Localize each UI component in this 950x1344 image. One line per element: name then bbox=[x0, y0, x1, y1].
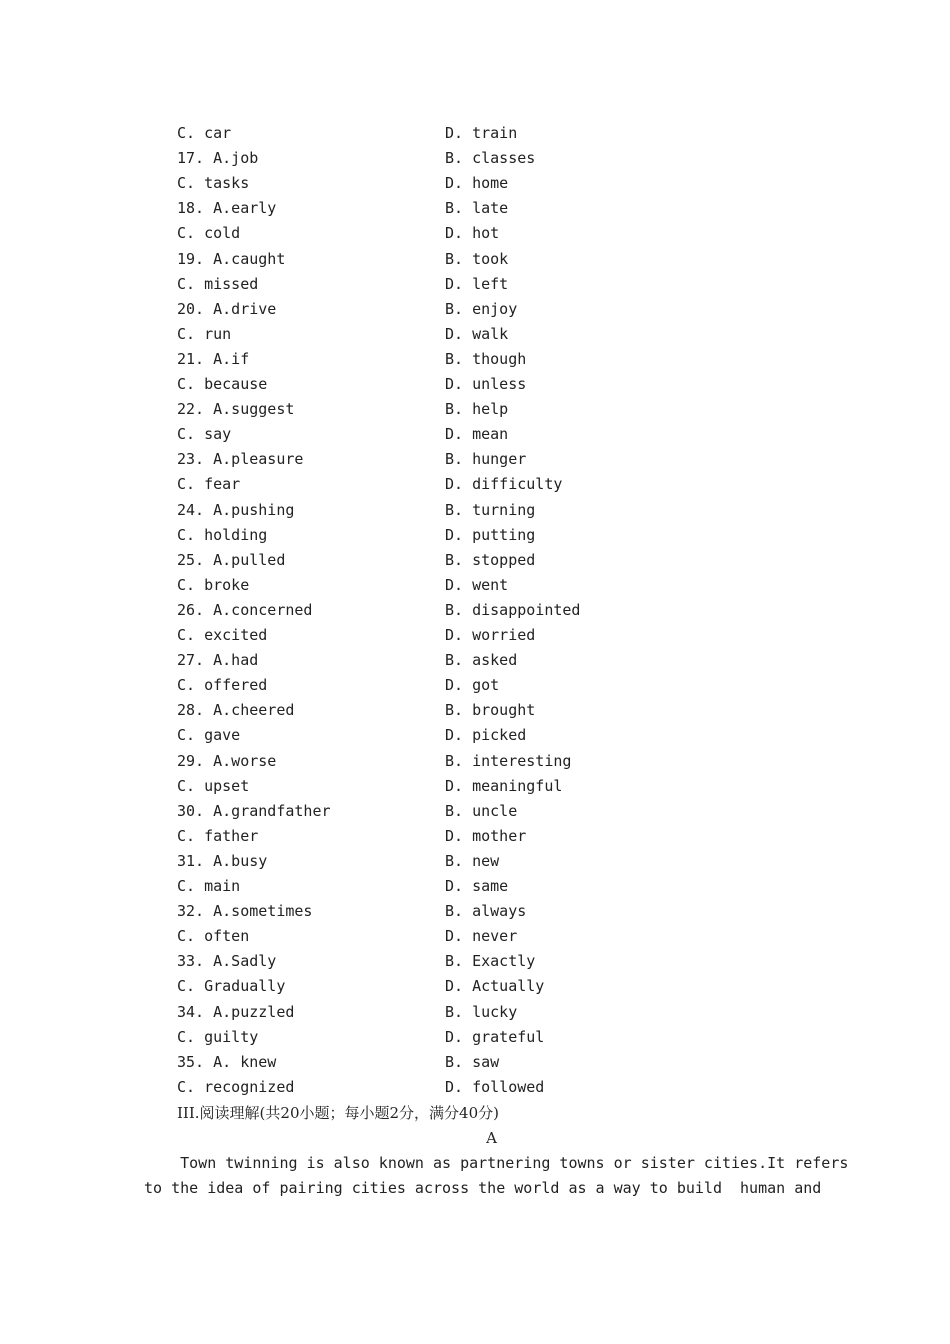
option-row bbox=[0, 322, 950, 347]
option-left: 24. A.pushing bbox=[177, 500, 295, 519]
option-row bbox=[0, 372, 950, 397]
option-right: D. putting bbox=[445, 525, 536, 544]
option-row bbox=[0, 397, 950, 422]
option-row bbox=[0, 422, 950, 447]
option-right: B. took bbox=[445, 249, 509, 268]
option-left: 35. A. knew bbox=[177, 1052, 277, 1071]
option-left: 19. A.caught bbox=[177, 249, 286, 268]
option-row bbox=[0, 598, 950, 623]
option-row bbox=[0, 849, 950, 874]
option-row bbox=[0, 523, 950, 548]
option-row bbox=[0, 749, 950, 774]
option-row bbox=[0, 472, 950, 497]
option-left: 31. A.busy bbox=[177, 851, 268, 870]
option-left: 20. A.drive bbox=[177, 299, 277, 318]
option-left: C. guilty bbox=[177, 1027, 259, 1046]
option-row bbox=[0, 623, 950, 648]
option-left: 27. A.had bbox=[177, 651, 259, 670]
option-row bbox=[0, 1075, 950, 1100]
option-right: B. help bbox=[445, 400, 509, 419]
option-right: B. turning bbox=[445, 500, 536, 519]
option-left: C. upset bbox=[177, 776, 250, 795]
option-right: D. walk bbox=[445, 324, 509, 343]
option-right: D. mean bbox=[445, 425, 509, 444]
passage-line: Town twinning is also known as partnering towns or sister cities.It refers bbox=[144, 1154, 849, 1172]
option-right: B. classes bbox=[445, 149, 536, 168]
option-right: B. asked bbox=[445, 651, 518, 670]
option-left: C. missed bbox=[177, 274, 259, 293]
option-right: B. hunger bbox=[445, 450, 527, 469]
option-right: D. mother bbox=[445, 826, 527, 845]
option-left: 28. A.cheered bbox=[177, 701, 295, 720]
passage-line: to the idea of pairing cities across the world as a way to build human and bbox=[144, 1179, 822, 1197]
option-row bbox=[0, 924, 950, 949]
option-right: B. lucky bbox=[445, 1002, 518, 1021]
option-left: C. car bbox=[177, 124, 232, 142]
option-row bbox=[0, 272, 950, 297]
option-right: D. unless bbox=[445, 375, 527, 393]
option-row bbox=[0, 824, 950, 849]
option-row bbox=[0, 498, 950, 523]
option-right: B. enjoy bbox=[445, 299, 518, 318]
option-row bbox=[0, 146, 950, 171]
option-row bbox=[0, 899, 950, 924]
option-left: 30. A.grandfather bbox=[177, 801, 331, 820]
option-right: D. meaningful bbox=[445, 776, 563, 795]
option-row bbox=[0, 297, 950, 322]
option-right: B. stopped bbox=[445, 550, 536, 569]
option-left: C. tasks bbox=[177, 174, 250, 193]
option-right: D. grateful bbox=[445, 1027, 545, 1046]
option-right: D. picked bbox=[445, 726, 527, 745]
option-row bbox=[0, 573, 950, 598]
option-row bbox=[0, 648, 950, 673]
option-left: 22. A.suggest bbox=[177, 400, 295, 419]
option-left: 34. A.puzzled bbox=[177, 1002, 295, 1021]
option-left: C. gave bbox=[177, 726, 241, 745]
option-right: B. new bbox=[445, 851, 500, 870]
option-row bbox=[0, 1050, 950, 1075]
option-row bbox=[0, 874, 950, 899]
option-right: D. worried bbox=[445, 626, 536, 644]
passage-paragraph bbox=[144, 1151, 849, 1201]
option-row bbox=[0, 548, 950, 573]
option-left: 29. A.worse bbox=[177, 751, 277, 770]
option-row bbox=[0, 723, 950, 748]
option-left: C. holding bbox=[177, 525, 268, 544]
option-row bbox=[0, 1025, 950, 1050]
option-left: C. father bbox=[177, 826, 259, 845]
option-right: B. saw bbox=[445, 1052, 500, 1071]
option-left: C. run bbox=[177, 324, 232, 343]
option-row bbox=[0, 673, 950, 698]
option-row bbox=[0, 171, 950, 196]
option-row bbox=[0, 347, 950, 372]
option-right: D. home bbox=[445, 174, 509, 193]
option-right: B. Exactly bbox=[445, 952, 536, 971]
option-left: C. often bbox=[177, 927, 250, 946]
option-left: 33. A.Sadly bbox=[177, 952, 277, 971]
option-right: B. uncle bbox=[445, 801, 518, 820]
option-left: 17. A.job bbox=[177, 149, 259, 168]
option-right: D. never bbox=[445, 927, 518, 946]
option-row bbox=[0, 247, 950, 272]
option-right: B. though bbox=[445, 349, 527, 368]
option-row bbox=[0, 698, 950, 723]
option-right: D. followed bbox=[445, 1077, 545, 1096]
option-row bbox=[0, 949, 950, 974]
option-right: D. same bbox=[445, 877, 509, 895]
option-left: C. cold bbox=[177, 224, 241, 243]
option-left: 25. A.pulled bbox=[177, 550, 286, 569]
option-row bbox=[0, 221, 950, 246]
option-left: C. say bbox=[177, 425, 232, 444]
option-right: D. left bbox=[445, 274, 509, 293]
option-left: C. Gradually bbox=[177, 977, 286, 996]
option-right: D. went bbox=[445, 575, 509, 594]
passage-label: A bbox=[486, 1129, 497, 1147]
option-right: B. disappointed bbox=[445, 600, 581, 619]
option-right: B. always bbox=[445, 902, 527, 921]
option-row bbox=[0, 1000, 950, 1025]
option-right: D. train bbox=[445, 124, 518, 142]
option-left: C. offered bbox=[177, 676, 268, 695]
option-left: C. because bbox=[177, 375, 268, 393]
option-right: B. interesting bbox=[445, 751, 572, 770]
option-right: D. got bbox=[445, 676, 500, 695]
option-left: 32. A.sometimes bbox=[177, 902, 313, 921]
option-row bbox=[0, 799, 950, 824]
option-row bbox=[0, 121, 950, 146]
option-left: C. fear bbox=[177, 475, 241, 494]
option-left: C. broke bbox=[177, 575, 250, 594]
option-right: D. hot bbox=[445, 224, 500, 243]
section-title: III.阅读理解(共20小题；每小题2分，满分40分) bbox=[177, 1104, 499, 1122]
option-right: D. Actually bbox=[445, 977, 545, 996]
option-left: 26. A.concerned bbox=[177, 600, 313, 619]
option-row bbox=[0, 196, 950, 221]
option-left: 21. A.if bbox=[177, 349, 250, 368]
option-left: C. main bbox=[177, 877, 241, 895]
option-left: C. recognized bbox=[177, 1077, 295, 1096]
option-right: B. late bbox=[445, 199, 509, 218]
option-left: C. excited bbox=[177, 626, 268, 644]
option-left: 23. A.pleasure bbox=[177, 450, 304, 469]
option-row bbox=[0, 447, 950, 472]
option-right: D. difficulty bbox=[445, 475, 563, 494]
option-right: B. brought bbox=[445, 701, 536, 720]
option-row bbox=[0, 774, 950, 799]
option-left: 18. A.early bbox=[177, 199, 277, 218]
option-row bbox=[0, 974, 950, 999]
